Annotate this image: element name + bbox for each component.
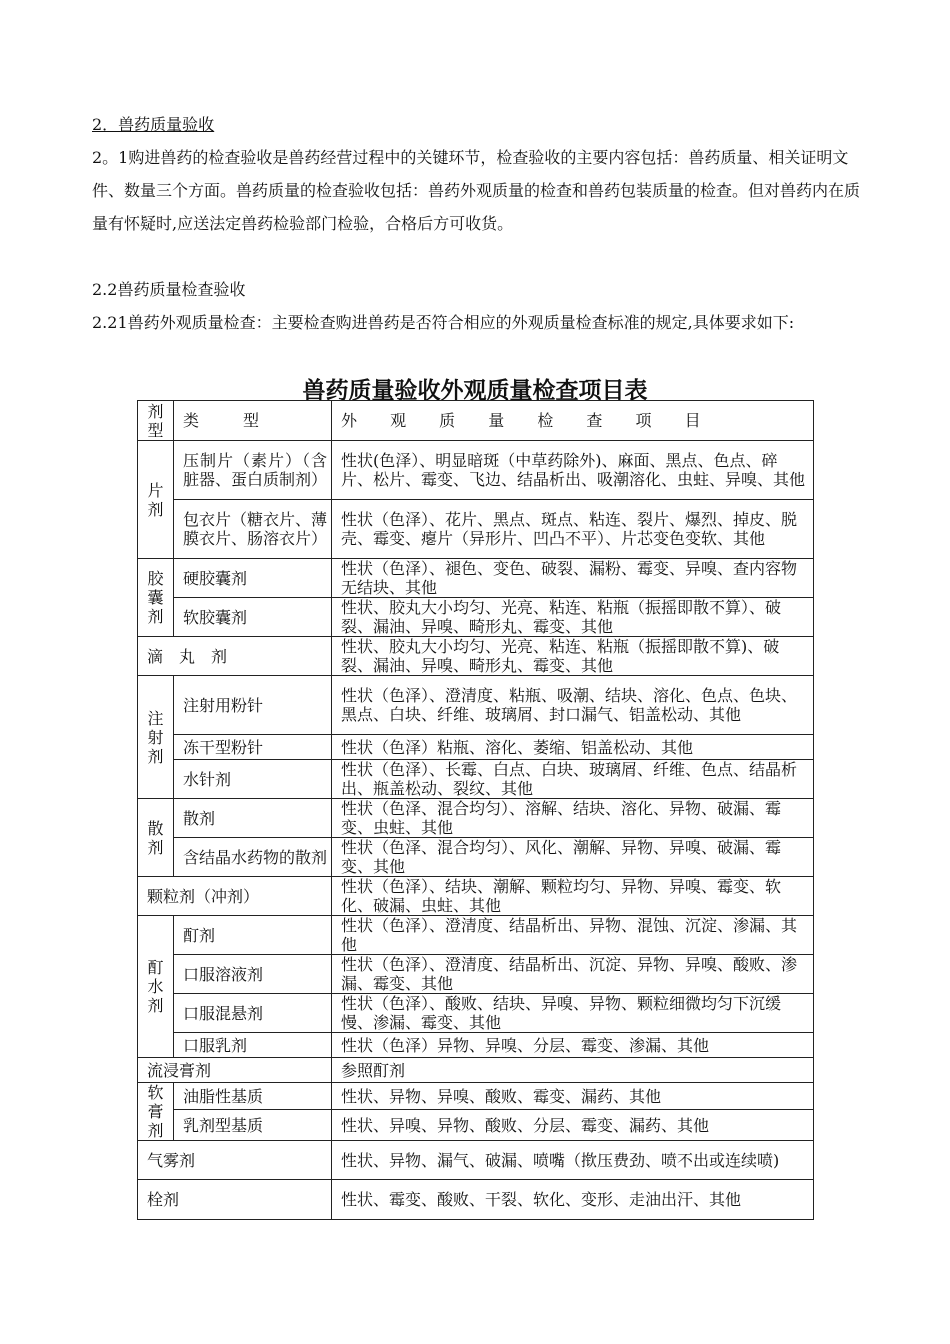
table-row (138, 1033, 814, 1058)
row-items: 性状（色泽）粘瓶、溶化、萎缩、铝盖松动、其他 (332, 735, 814, 760)
group-powders: 散剂 (138, 799, 174, 877)
table-row (138, 637, 814, 676)
row-items: 性状、异嗅、异物、酸败、分层、霉变、漏药、其他 (332, 1110, 814, 1141)
header-dosage-form: 剂型 (138, 401, 174, 441)
row-items: 性状、胶丸大小均匀、光亮、粘连、粘瓶（振摇即散不算）、破裂、漏油、异嗅、畸形丸、霉变、其他 (332, 598, 814, 637)
table-row (138, 955, 814, 994)
group-tablets: 片剂 (138, 441, 174, 559)
table-row (138, 877, 814, 916)
row-type: 包衣片（糖衣片、薄膜衣片、肠溶衣片） (174, 500, 332, 559)
row-items: 参照酊剂 (332, 1058, 814, 1083)
table-row (138, 916, 814, 955)
row-type: 栓剂 (138, 1180, 332, 1220)
row-type: 口服混悬剂 (174, 994, 332, 1033)
table-title: 兽药质量验收外观质量检查项目表 (302, 378, 648, 404)
group-capsules: 胶囊剂 (138, 559, 174, 637)
row-type: 含结晶水药物的散剂 (174, 838, 332, 877)
row-type: 酊剂 (174, 916, 332, 955)
table-row (138, 838, 814, 877)
inspection-table (137, 400, 814, 1220)
table-row (138, 598, 814, 637)
group-injections: 注射剂 (138, 676, 174, 799)
row-type: 水针剂 (174, 760, 332, 799)
table-row (138, 1141, 814, 1180)
row-type: 散剂 (174, 799, 332, 838)
paragraph-3: 2.21兽药外观质量检查：主要检查购进兽药是否符合相应的外观质量检查标准的规定,具体要求如下: (92, 313, 795, 332)
table-row (138, 994, 814, 1033)
row-items: 性状（色泽）、澄清度、结晶析出、沉淀、异物、异嗅、酸败、渗漏、霉变、其他 (332, 955, 814, 994)
row-type: 口服溶液剂 (174, 955, 332, 994)
row-items: 性状(色泽）、明显暗斑（中草药除外)、麻面、黑点、色点、碎片、松片、霉变、飞边、结晶析出、吸潮溶化、虫蛀、异嗅、其他 (332, 441, 814, 500)
table-row (138, 1083, 814, 1110)
row-items: 性状（色泽）、花片、黑点、斑点、粘连、裂片、爆烈、掉皮、脱壳、霉变、瘪片（异形片、凹凸不平）、片芯变色变软、其他 (332, 500, 814, 559)
row-items: 性状（色泽）、酸败、结块、异嗅、异物、颗粒细微均匀下沉缓慢、渗漏、霉变、其他 (332, 994, 814, 1033)
row-items: 性状、胶丸大小均匀、光亮、粘连、粘瓶（振摇即散不算)、破裂、漏油、异嗅、畸形丸、霉变、其他 (332, 637, 814, 676)
row-items: 性状、异物、漏气、破漏、喷嘴（揿压费劲、喷不出或连续喷) (332, 1141, 814, 1180)
row-items: 性状（色泽）、结块、潮解、颗粒均匀、异物、异嗅、霉变、软化、破漏、虫蛀、其他 (332, 877, 814, 916)
table-row (138, 500, 814, 559)
row-items: 性状、霉变、酸败、干裂、软化、变形、走油出汗、其他 (332, 1180, 814, 1220)
table-row (138, 1058, 814, 1083)
row-type: 口服乳剂 (174, 1033, 332, 1058)
table-row (138, 1110, 814, 1141)
paragraph-2: 2.2兽药质量检查验收 (92, 280, 246, 299)
paragraph-1: 2。1购进兽药的检查验收是兽药经营过程中的关键环节，检查验收的主要内容包括：兽药质量、相关证明文件、数量三个方面。兽药质量的检查验收包括：兽药外观质量的检查和兽药包装质量的检查。但对兽药内在质量有怀疑时,应送法定兽药检验部门检验，合格后方可收货。 (92, 148, 861, 233)
table-header-row (138, 401, 814, 441)
row-type: 气雾剂 (138, 1141, 332, 1180)
table-row (138, 1180, 814, 1220)
table-row (138, 799, 814, 838)
row-type: 软胶囊剂 (174, 598, 332, 637)
row-type: 滴 丸 剂 (138, 637, 332, 676)
row-type: 冻干型粉针 (174, 735, 332, 760)
header-type: 类 型 (174, 401, 332, 441)
row-items: 性状（色泽）、澄清度、粘瓶、吸潮、结块、溶化、色点、色块、黑点、白块、纤维、玻璃屑、封口漏气、铝盖松动、其他 (332, 676, 814, 735)
table-row (138, 735, 814, 760)
row-type: 硬胶囊剂 (174, 559, 332, 598)
row-items: 性状、异物、异嗅、酸败、霉变、漏药、其他 (332, 1083, 814, 1110)
row-type: 注射用粉针 (174, 676, 332, 735)
header-inspection-items: 外 观 质 量 检 查 项 目 (332, 401, 814, 441)
row-type: 压制片（素片）（含脏器、蛋白质制剂） (174, 441, 332, 500)
group-ointments: 软膏剂 (138, 1083, 174, 1141)
section-title: 2．兽药质量验收 (92, 115, 215, 134)
row-items: 性状（色泽、混合均匀）、风化、潮解、异物、异嗅、破漏、霉变、其他 (332, 838, 814, 877)
row-items: 性状（色泽）、澄清度、结晶析出、异物、混蚀、沉淀、渗漏、其他 (332, 916, 814, 955)
table-row (138, 559, 814, 598)
table-row (138, 760, 814, 799)
table-row (138, 676, 814, 735)
row-type: 乳剂型基质 (174, 1110, 332, 1141)
row-type: 流浸膏剂 (138, 1058, 332, 1083)
row-items: 性状（色泽）、长霉、白点、白块、玻璃屑、纤维、色点、结晶析出、瓶盖松动、裂纹、其他 (332, 760, 814, 799)
row-items: 性状（色泽、混合均匀）、溶解、结块、溶化、异物、破漏、霉变、虫蛀、其他 (332, 799, 814, 838)
group-tinctures: 酊水剂 (138, 916, 174, 1058)
row-items: 性状（色泽）异物、异嗅、分层、霉变、渗漏、其他 (332, 1033, 814, 1058)
row-items: 性状（色泽）、褪色、变色、破裂、漏粉、霉变、异嗅、查内容物无结块、其他 (332, 559, 814, 598)
table-row (138, 441, 814, 500)
row-type: 油脂性基质 (174, 1083, 332, 1110)
row-type: 颗粒剂（冲剂） (138, 877, 332, 916)
